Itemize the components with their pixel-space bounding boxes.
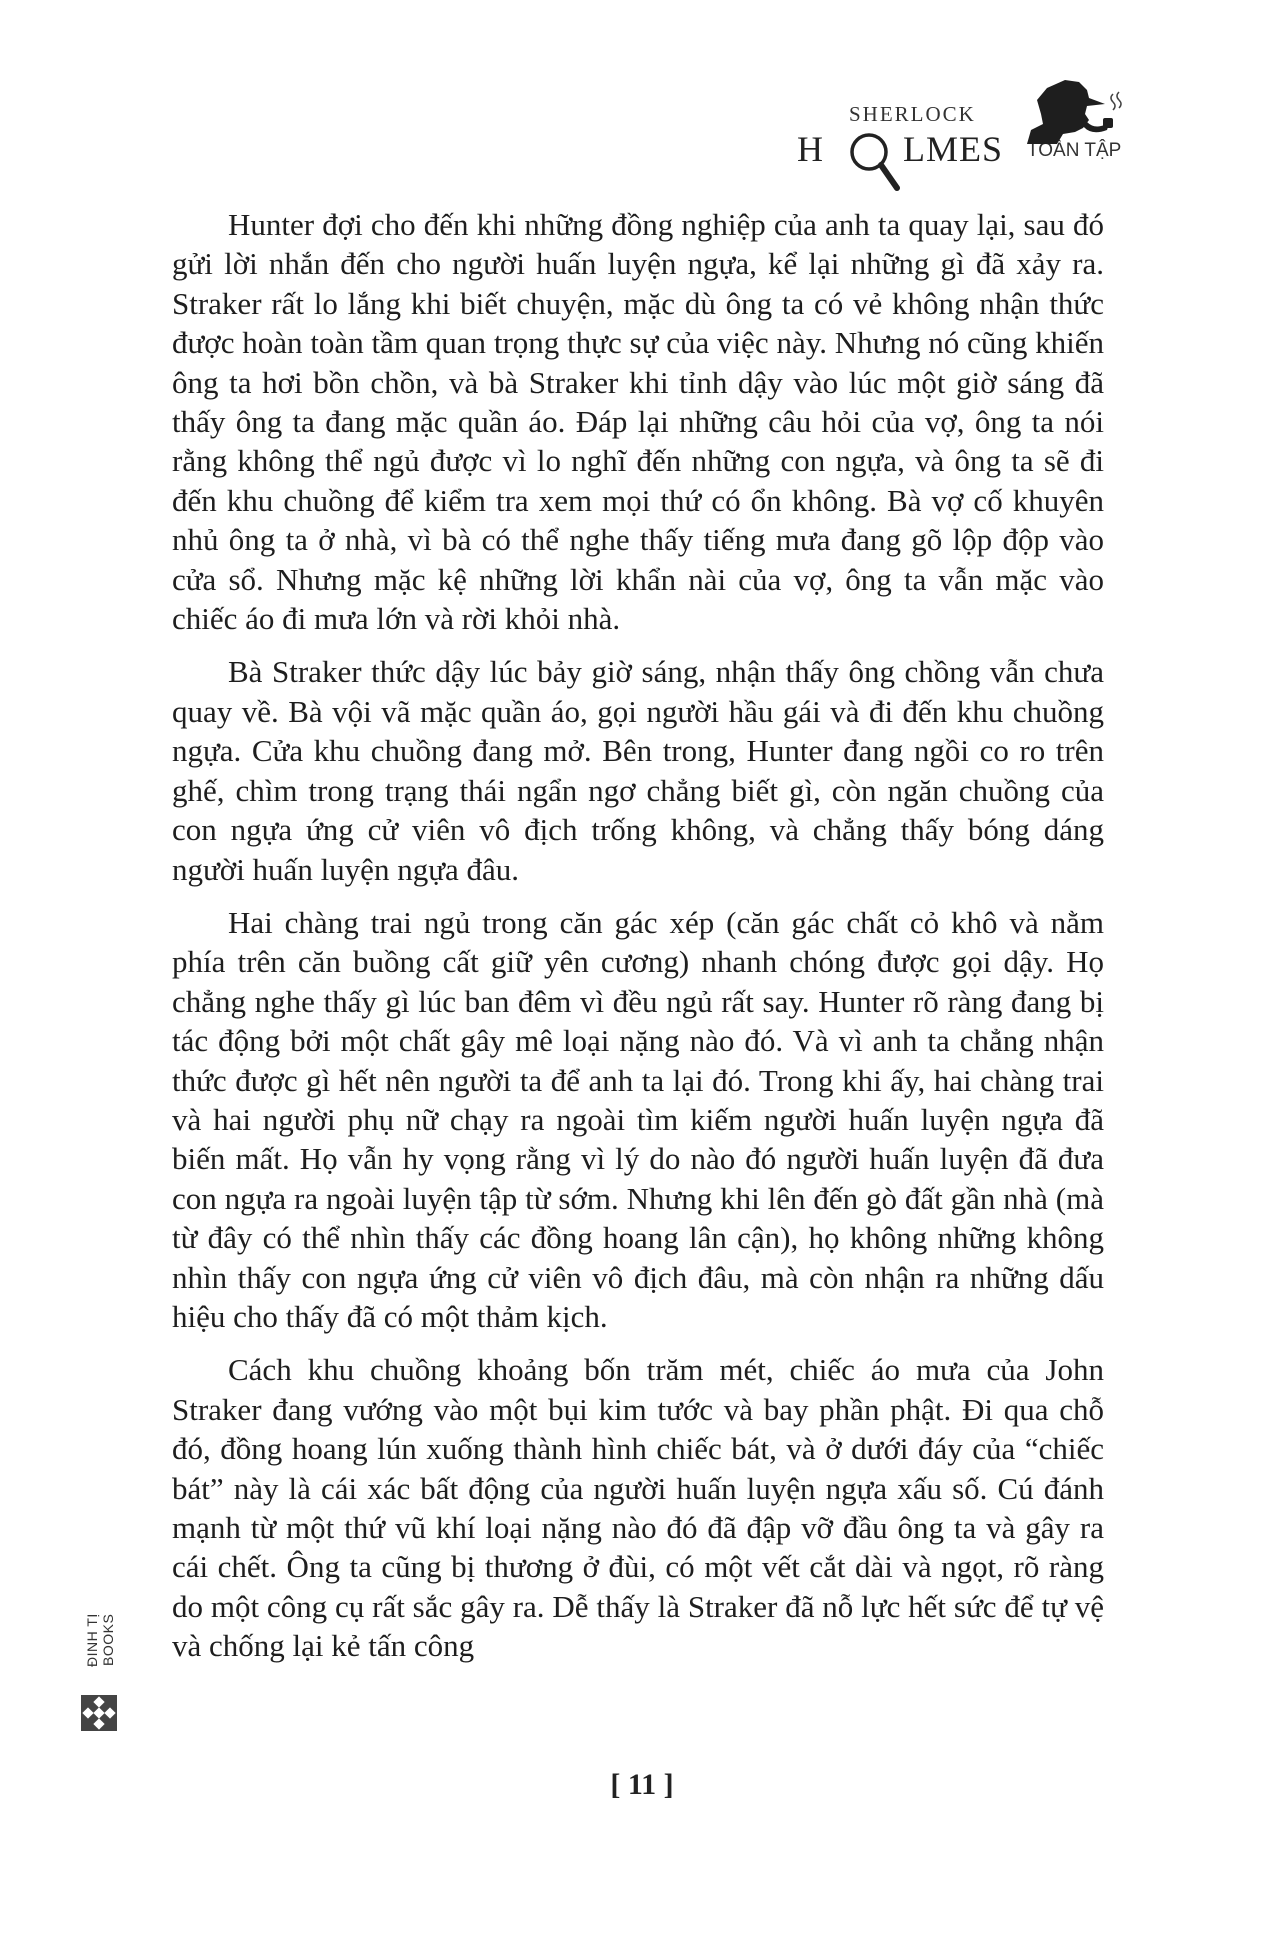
publisher-mark <box>80 1590 120 1750</box>
paragraph: Hunter đợi cho đến khi những đồng nghiệp của anh ta quay lại, sau đó gửi lời nhắn đến cho người huấn luyện ngựa, kể lại những gì đã xảy ra. Straker rất lo lắng khi biết chuyện, mặc dù ông ta có vẻ không nhận thức được hoàn toàn tầm quan trọng thực sự của việc này. Nhưng nó cũng khiến ông ta hơi bồn chồn, và bà Straker khi tỉnh dậy vào lúc một giờ sáng đã thấy ông ta đang mặc quần áo. Đáp lại những câu hỏi của vợ, ông ta nói rằng không thể ngủ được vì lo nghĩ đến những con ngựa, và ông ta sẽ đi đến khu chuồng để kiểm tra xem mọi thứ có ổn không. Bà vợ cố khuyên nhủ ông ta ở nhà, vì bà có thể nghe thấy tiếng mưa đang gõ lộp độp vào cửa sổ. Nhưng mặc kệ những lời khẩn nài của vợ, ông ta vẫn mặc vào chiếc áo đi mưa lớn và rời khỏi nhà. <box>172 207 1104 637</box>
publisher-name: ĐINH TỊ BOOKS <box>84 1613 116 1667</box>
publisher-logo-icon <box>80 1694 118 1732</box>
paragraph: Hai chàng trai ngủ trong căn gác xép (căn gác chất cỏ khô và nằm phía trên căn buồng cất giữ yên cương) nhanh chóng được gọi dậy. Họ chẳng nghe thấy gì lúc ban đêm vì đều ngủ rất say. Hunter rõ ràng đang bị tác động bởi một chất gây mê loại nặng nào đó. Và vì anh ta chẳng nhận thức được gì hết nên người ta để anh ta lại đó. Trong khi ấy, hai chàng trai và hai người phụ nữ chạy ra ngoài tìm kiếm người huấn luyện ngựa đã biến mất. Họ vẫn hy vọng rằng vì lý do nào đó người huấn luyện đã đưa con ngựa ra ngoài luyện tập từ sớm. Nhưng khi lên đến gò đất gần nhà (mà từ đây có thể nhìn thấy các đồng hoang lân cận), họ không những không nhìn thấy con ngựa ứng cử viên vô địch đâu, mà còn nhận ra những dấu hiệu cho thấy đã có một thảm kịch. <box>172 904 1104 1334</box>
paragraph: Bà Straker thức dậy lúc bảy giờ sáng, nhận thấy ông chồng vẫn chưa quay về. Bà vội vã mặc quần áo, gọi người hầu gái và đi đến khu chuồng ngựa. Cửa khu chuồng đang mở. Bên trong, Hunter đang ngồi co ro trên ghế, chìm trong trạng thái ngẩn ngơ chẳng biết gì, còn ngăn chuồng của con ngựa ứng cử viên vô địch trống không, và chẳng thấy bóng dáng người huấn luyện ngựa đâu. <box>172 654 1104 887</box>
book-header <box>749 84 1129 194</box>
page-number: [ 11 ] <box>610 1768 674 1801</box>
holmes-silhouette-icon <box>1017 78 1127 144</box>
body-text <box>172 205 1104 1680</box>
magnifier-icon <box>841 126 911 196</box>
series-title-top: SHERLOCK <box>849 102 976 126</box>
paragraph: Cách khu chuồng khoảng bốn trăm mét, chiếc áo mưa của John Straker đang vướng vào một bụi kim tước và bay phần phật. Đi qua chỗ đó, đồng hoang lún xuống thành hình chiếc bát, và ở dưới đáy của “chiếc bát” này là cái xác bất động của người huấn luyện ngựa xấu số. Cú đánh mạnh từ một thứ vũ khí loại nặng nào đó đã đập vỡ đầu ông ta và gây ra cái chết. Ông ta cũng bị thương ở đùi, có một vết cắt dài và ngọt, rõ ràng do một công cụ rất sắc gây ra. Dễ thấy là Straker đã nỗ lực hết sức để tự vệ và chống lại kẻ tấn công <box>172 1352 1104 1664</box>
series-title-h: H <box>797 129 824 169</box>
series-title-rest: LMES <box>903 129 1004 169</box>
series-subtitle: TOÀN TẬP <box>1027 140 1122 161</box>
